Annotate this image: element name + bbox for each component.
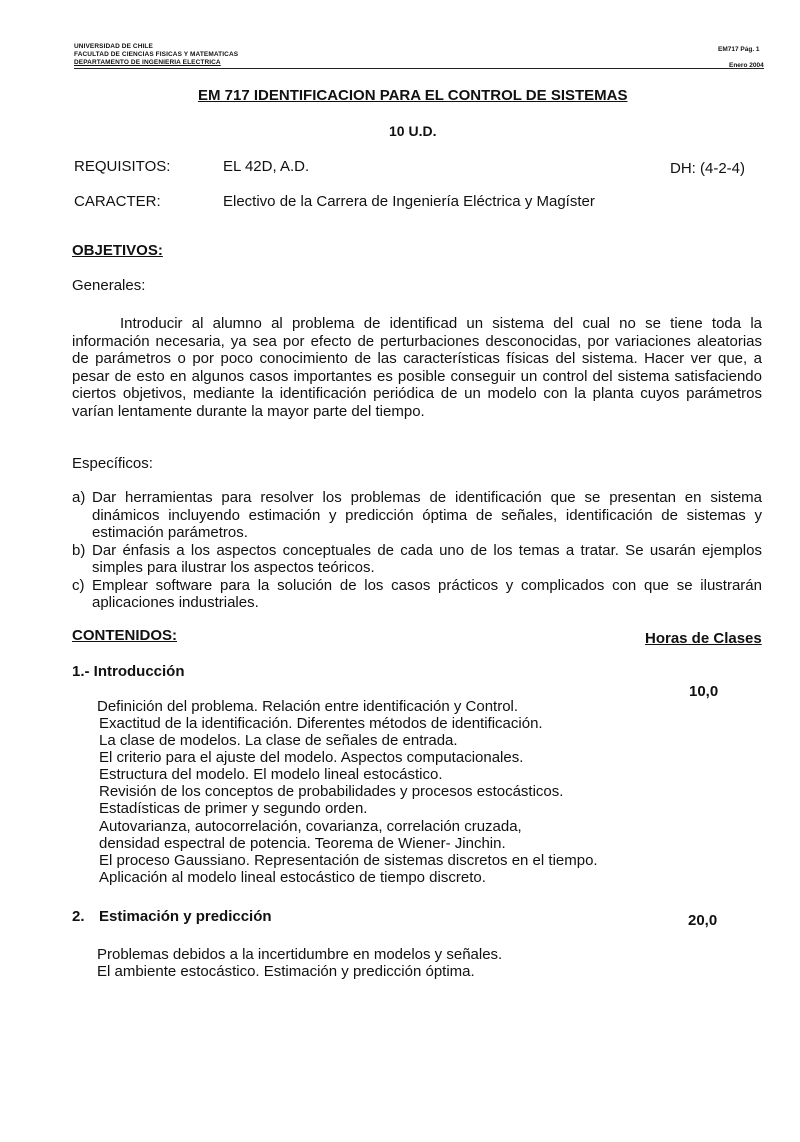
header-faculty: FACULTAD DE CIENCIAS FISICAS Y MATEMATICAS: [74, 51, 239, 58]
unit-1-topic: El criterio para el ajuste del modelo. Aspectos computacionales.: [99, 749, 524, 766]
caracter-label: CARACTER:: [74, 193, 161, 210]
unit-1-topic: densidad espectral de potencia. Teorema de Wiener- Jinchin.: [99, 835, 506, 852]
unit-1-topic: Estadísticas de primer y segundo orden.: [99, 800, 368, 817]
unit-1-title: 1.- Introducción: [72, 663, 185, 680]
objetivos-heading: OBJETIVOS:: [72, 242, 163, 259]
list-item: [72, 489, 762, 542]
generales-label: Generales:: [72, 277, 146, 294]
list-item: [72, 542, 762, 577]
list-marker: c): [72, 576, 85, 594]
unit-1-topic: Estructura del modelo. El modelo lineal estocástico.: [99, 766, 443, 783]
unit-2-title: Estimación y predicción: [99, 908, 272, 925]
header-university: UNIVERSIDAD DE CHILE: [74, 43, 153, 50]
requisitos-label: REQUISITOS:: [74, 158, 171, 175]
header-department: DEPARTAMENTO DE INGENIERIA ELECTRICA: [74, 59, 221, 66]
header-rule: [74, 68, 764, 69]
contenidos-heading: CONTENIDOS:: [72, 627, 177, 644]
generales-paragraph: [72, 315, 762, 420]
list-item-text: Emplear software para la solución de los casos prácticos y complicados con que se ilustrarán aplicaciones industriales.: [92, 576, 762, 611]
unit-1-topic: El proceso Gaussiano. Representación de sistemas discretos en el tiempo.: [99, 852, 598, 869]
unit-1-topic: Exactitud de la identificación. Diferentes métodos de identificación.: [99, 715, 543, 732]
course-units: 10 U.D.: [389, 123, 437, 139]
unit-2-number: 2.: [72, 908, 85, 925]
caracter-value: Electivo de la Carrera de Ingeniería Eléctrica y Magíster: [223, 193, 595, 210]
unit-1-topic: Aplicación al modelo lineal estocástico de tiempo discreto.: [99, 869, 486, 886]
unit-1-topic: Revisión de los conceptos de probabilidades y procesos estocásticos.: [99, 783, 564, 800]
especificos-list: [72, 489, 762, 612]
especificos-label: Específicos:: [72, 455, 153, 472]
unit-2-topic: El ambiente estocástico. Estimación y predicción óptima.: [97, 963, 475, 980]
header-page-ref: EM717 Pág. 1: [718, 46, 760, 53]
list-item: [72, 577, 762, 612]
generales-text: Introducir al alumno al problema de identificad un sistema del cual no se tiene toda la información necesaria, ya sea por efecto de perturbaciones desconocidas, por variaciones aleatorias de parámetros o por poco conocimiento de las características físicas del sistema. Hacer ver que, a pesar de esto en algunos casos importantes es posible conseguir un control del sistema satisfaciendo ciertos objetivos, mediante la identificación periódica de un modelo con la planta cuyos parámetros varían lentamente durante la mayor parte del tiempo.: [72, 315, 762, 420]
hours-heading: Horas de Clases: [645, 630, 762, 647]
course-title: EM 717 IDENTIFICACION PARA EL CONTROL DE SISTEMAS: [198, 87, 628, 104]
unit-1-hours: 10,0: [689, 683, 719, 700]
dh-value: DH: (4-2-4): [670, 160, 746, 177]
header-date: Enero 2004: [729, 62, 764, 69]
requisitos-value: EL 42D, A.D.: [223, 158, 310, 175]
list-marker: a): [72, 489, 86, 506]
unit-1-topic: Definición del problema. Relación entre identificación y Control.: [97, 698, 519, 715]
unit-2-topic: Problemas debidos a la incertidumbre en modelos y señales.: [97, 946, 503, 963]
list-marker: b): [72, 541, 86, 559]
unit-1-topic: Autovarianza, autocorrelación, covarianza, correlación cruzada,: [99, 818, 522, 835]
unit-1-topic: La clase de modelos. La clase de señales de entrada.: [99, 732, 458, 749]
list-item-text: Dar énfasis a los aspectos conceptuales de cada uno de los temas a tratar. Se usarán ejemplos simples para ilustrar los aspectos teóricos.: [92, 541, 762, 576]
list-item-text: Dar herramientas para resolver los problemas de identificación que se presentan en sistema dinámicos incluyendo estimación y predicción óptima de señales, identificación de sistemas y estimación parámetros.: [92, 489, 762, 541]
unit-2-hours: 20,0: [688, 912, 718, 929]
